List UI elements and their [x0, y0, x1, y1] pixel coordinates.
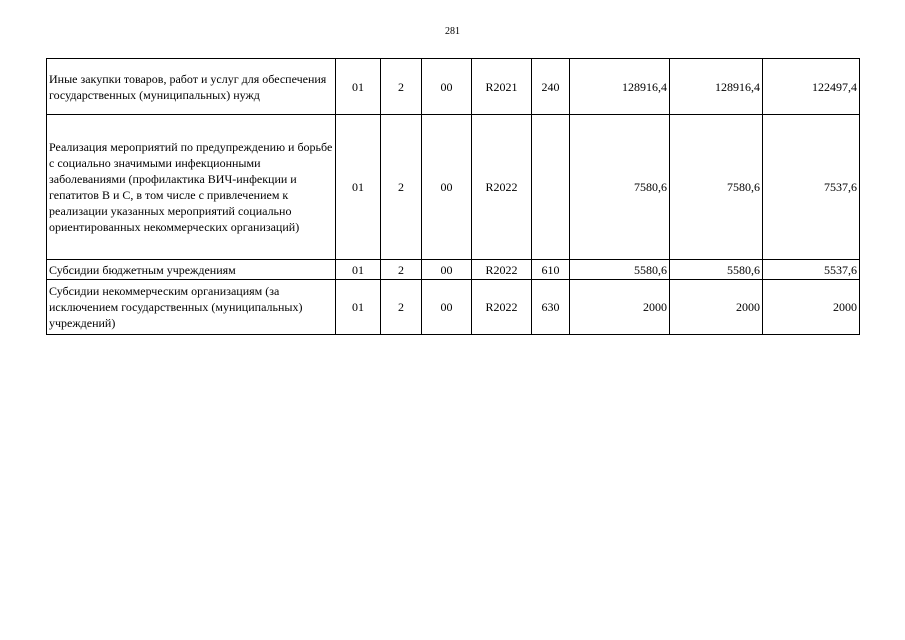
direction-code-cell: R2022 [472, 280, 532, 335]
table-row [47, 280, 860, 335]
amount-cell-3: 5537,6 [763, 260, 860, 280]
program-code-cell: 01 [336, 59, 381, 115]
amount-cell-3: 2000 [763, 280, 860, 335]
expense-type-cell: 610 [532, 260, 570, 280]
page-number: 281 [445, 26, 460, 37]
budget-table [46, 58, 860, 335]
amount-cell-1: 128916,4 [570, 59, 670, 115]
amount-cell-2: 5580,6 [670, 260, 763, 280]
amount-cell-1: 7580,6 [570, 115, 670, 260]
event-code-cell: 00 [422, 115, 472, 260]
amount-cell-3: 7537,6 [763, 115, 860, 260]
subprogram-code-cell: 2 [381, 59, 422, 115]
amount-cell-2: 7580,6 [670, 115, 763, 260]
amount-cell-1: 2000 [570, 280, 670, 335]
row-name-cell: Иные закупки товаров, работ и услуг для обеспечения государственных (муниципальных) нужд [47, 59, 336, 115]
row-name-cell: Субсидии некоммерческим организациям (за исключением государственных (муниципальных) учреждений) [47, 280, 336, 335]
subprogram-code-cell: 2 [381, 280, 422, 335]
amount-cell-2: 128916,4 [670, 59, 763, 115]
program-code-cell: 01 [336, 115, 381, 260]
amount-cell-3: 122497,4 [763, 59, 860, 115]
direction-code-cell: R2022 [472, 260, 532, 280]
program-code-cell: 01 [336, 260, 381, 280]
table-row [47, 115, 860, 260]
table-row [47, 59, 860, 115]
amount-cell-2: 2000 [670, 280, 763, 335]
direction-code-cell: R2021 [472, 59, 532, 115]
event-code-cell: 00 [422, 59, 472, 115]
direction-code-cell: R2022 [472, 115, 532, 260]
table-row [47, 260, 860, 280]
event-code-cell: 00 [422, 260, 472, 280]
subprogram-code-cell: 2 [381, 115, 422, 260]
amount-cell-1: 5580,6 [570, 260, 670, 280]
row-name-cell: Субсидии бюджетным учреждениям [47, 260, 336, 280]
expense-type-cell [532, 115, 570, 260]
program-code-cell: 01 [336, 280, 381, 335]
event-code-cell: 00 [422, 280, 472, 335]
expense-type-cell: 630 [532, 280, 570, 335]
expense-type-cell: 240 [532, 59, 570, 115]
subprogram-code-cell: 2 [381, 260, 422, 280]
row-name-cell: Реализация мероприятий по предупреждению и борьбе с социально значимыми инфекционными заболеваниями (профилактика ВИЧ-инфекции и гепатитов В и С, в том числе с привлечением к реализации указанных мероприятий социально ориентированных некоммерческих организаций) [47, 115, 336, 260]
